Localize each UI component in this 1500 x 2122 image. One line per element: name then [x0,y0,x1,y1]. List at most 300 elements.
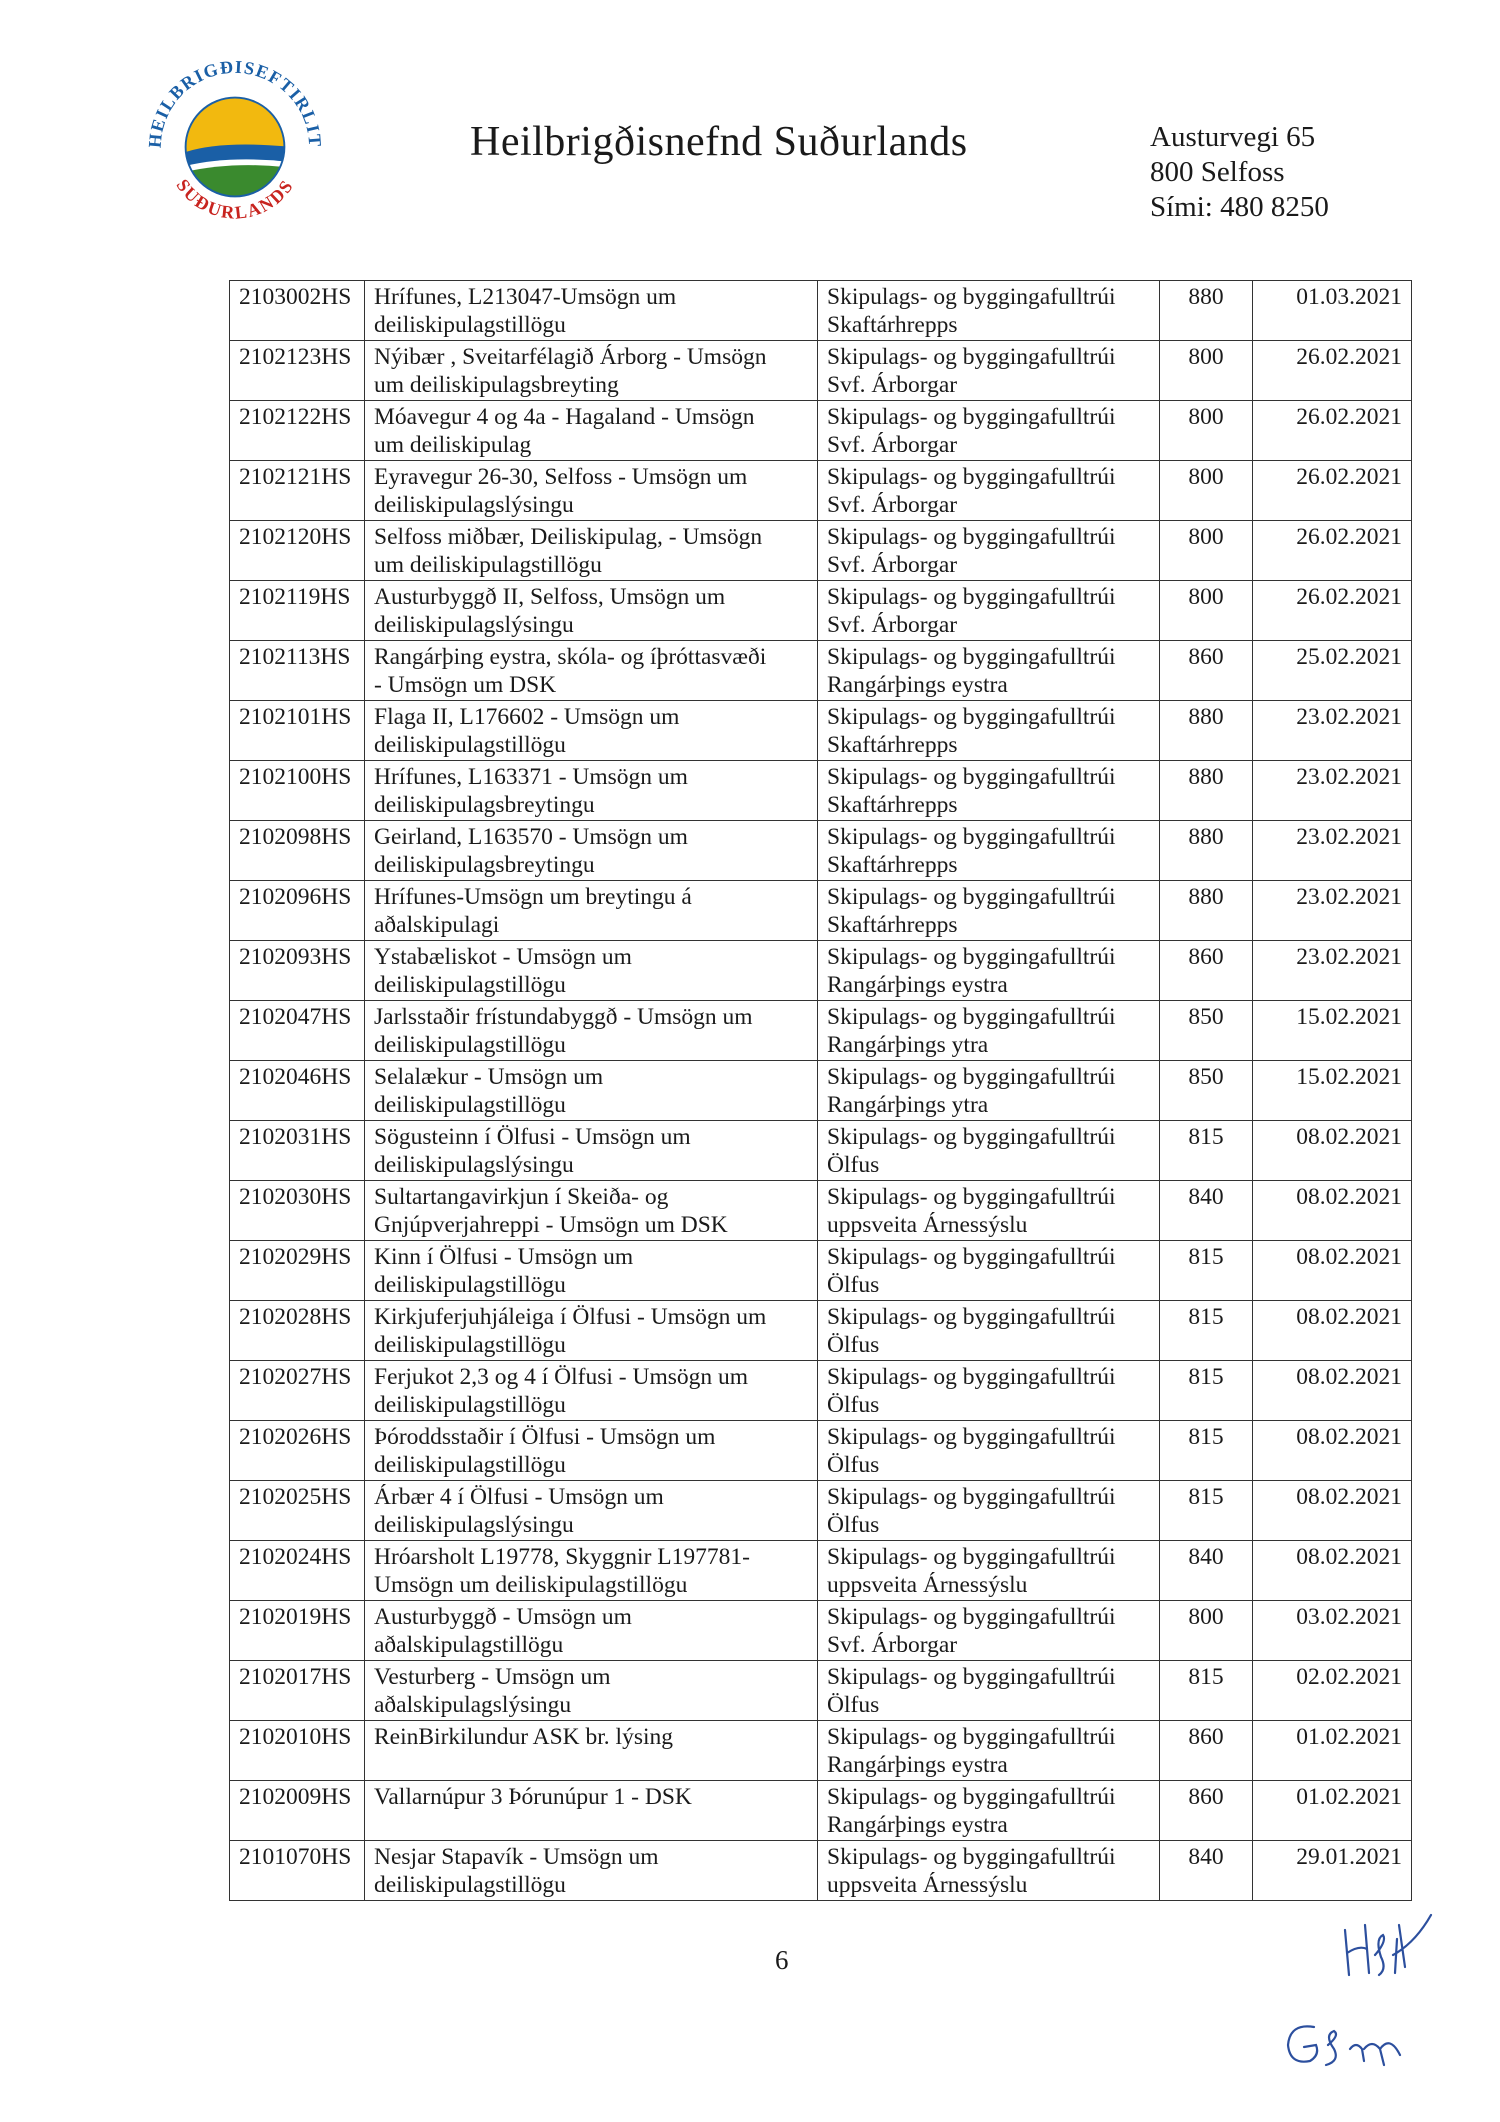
case-id-line: 2102123HS [239,344,352,370]
case-postcode-line: 860 [1188,1784,1224,1810]
table-row [230,1001,1412,1061]
case-id [230,941,365,1001]
case-description [365,1061,818,1121]
case-id-line: 2102029HS [239,1244,352,1270]
case-description [365,1001,818,1061]
case-recipient [818,881,1160,941]
case-postcode [1160,1241,1253,1301]
case-date-line: 26.02.2021 [1296,344,1402,370]
case-recipient-line: Skipulags- og byggingafulltrúi [827,1244,1116,1270]
case-description-line: Nýibær , Sveitarfélagið Árborg - Umsögn [374,344,767,370]
case-recipient [818,821,1160,881]
case-id [230,1781,365,1841]
case-date-line: 15.02.2021 [1296,1064,1402,1090]
case-date [1253,1781,1412,1841]
case-description-line: deiliskipulagstillögu [374,1272,566,1298]
case-description [365,881,818,941]
case-postcode [1160,1781,1253,1841]
case-description-line: deiliskipulagstillögu [374,1332,566,1358]
case-recipient-line: Skipulags- og byggingafulltrúi [827,1784,1116,1810]
case-recipient-line: Ölfus [827,1512,880,1538]
case-recipient-line: Skipulags- og byggingafulltrúi [827,284,1116,310]
case-description-line: Móavegur 4 og 4a - Hagaland - Umsögn [374,404,755,430]
case-description-line: deiliskipulagsbreytingu [374,792,595,818]
case-id [230,1841,365,1901]
case-recipient [818,1361,1160,1421]
case-id [230,1121,365,1181]
case-id-line: 2102010HS [239,1724,352,1750]
case-id-line: 2102030HS [239,1184,352,1210]
case-date [1253,1001,1412,1061]
case-recipient [818,1181,1160,1241]
case-id [230,1661,365,1721]
case-description-line: deiliskipulagstillögu [374,1392,566,1418]
case-postcode [1160,1181,1253,1241]
case-recipient-line: Rangárþings ytra [827,1092,989,1118]
case-description [365,1781,818,1841]
case-id [230,521,365,581]
organization-title: Heilbrigðisnefnd Suðurlands [470,119,968,165]
case-id-line: 2102028HS [239,1304,352,1330]
case-date [1253,1661,1412,1721]
case-postcode-line: 880 [1188,704,1224,730]
table-row [230,1481,1412,1541]
case-postcode-line: 880 [1188,284,1224,310]
case-date-line: 01.03.2021 [1296,284,1402,310]
case-id [230,821,365,881]
case-table [229,280,1412,1901]
case-description-line: Selalækur - Umsögn um [374,1064,604,1090]
case-id [230,341,365,401]
case-date-line: 23.02.2021 [1296,944,1402,970]
case-date [1253,1181,1412,1241]
case-date-line: 23.02.2021 [1296,764,1402,790]
table-row [230,1061,1412,1121]
case-date [1253,521,1412,581]
table-row [230,1361,1412,1421]
case-description-line: Hróarsholt L19778, Skyggnir L197781- [374,1544,750,1570]
case-description-line: deiliskipulagstillögu [374,1452,566,1478]
case-recipient-line: Ölfus [827,1272,880,1298]
case-description-line: Sultartangavirkjun í Skeiða- og [374,1184,669,1210]
case-postcode [1160,281,1253,341]
case-description-line: Þóroddsstaðir í Ölfusi - Umsögn um [374,1424,716,1450]
case-description-line: Vallarnúpur 3 Þórunúpur 1 - DSK [374,1784,692,1810]
case-recipient-line: Skipulags- og byggingafulltrúi [827,884,1116,910]
case-id-line: 2102017HS [239,1664,352,1690]
case-recipient [818,1601,1160,1661]
case-recipient [818,1541,1160,1601]
case-postcode [1160,341,1253,401]
case-description [365,1241,818,1301]
case-postcode [1160,1541,1253,1601]
case-date-line: 26.02.2021 [1296,404,1402,430]
case-recipient-line: Skipulags- og byggingafulltrúi [827,944,1116,970]
case-id [230,1061,365,1121]
case-description [365,401,818,461]
case-description [365,1841,818,1901]
case-date [1253,1361,1412,1421]
case-id-line: 2102098HS [239,824,352,850]
case-date-line: 08.02.2021 [1296,1304,1402,1330]
case-date [1253,881,1412,941]
case-id [230,1241,365,1301]
case-description [365,1301,818,1361]
case-postcode [1160,641,1253,701]
case-recipient-line: Skipulags- og byggingafulltrúi [827,824,1116,850]
case-id [230,1541,365,1601]
case-postcode [1160,1421,1253,1481]
case-id [230,881,365,941]
case-id [230,641,365,701]
case-id [230,1421,365,1481]
case-recipient-line: Skipulags- og byggingafulltrúi [827,464,1116,490]
case-postcode-line: 850 [1188,1064,1224,1090]
case-description-line: um deiliskipulagsbreyting [374,372,619,398]
case-date-line: 23.02.2021 [1296,704,1402,730]
case-postcode-line: 880 [1188,884,1224,910]
case-id [230,1481,365,1541]
case-id-line: 2102093HS [239,944,352,970]
case-description [365,821,818,881]
case-recipient [818,641,1160,701]
case-recipient-line: Skipulags- og byggingafulltrúi [827,404,1116,430]
case-description-line: Hrífunes, L213047-Umsögn um [374,284,677,310]
case-description-line: um deiliskipulag [374,432,532,458]
case-description [365,1361,818,1421]
case-description-line: deiliskipulagstillögu [374,1872,566,1898]
case-postcode-line: 880 [1188,764,1224,790]
case-description-line: Flaga II, L176602 - Umsögn um [374,704,680,730]
case-description-line: Eyravegur 26-30, Selfoss - Umsögn um [374,464,748,490]
case-id-line: 2102113HS [239,644,351,670]
case-date-line: 08.02.2021 [1296,1184,1402,1210]
case-id-line: 2102121HS [239,464,352,490]
case-postcode [1160,881,1253,941]
case-recipient-line: Svf. Árborgar [827,432,958,458]
case-date-line: 03.02.2021 [1296,1604,1402,1630]
case-id [230,281,365,341]
table-row [230,1241,1412,1301]
case-postcode-line: 850 [1188,1004,1224,1030]
signature-initials-hsh [1335,1895,1445,1985]
case-recipient-line: Skipulags- og byggingafulltrúi [827,1124,1116,1150]
table-row [230,521,1412,581]
case-postcode-line: 860 [1188,944,1224,970]
case-postcode-line: 840 [1188,1184,1224,1210]
case-description-line: ReinBirkilundur ASK br. lýsing [374,1724,673,1750]
table-row [230,941,1412,1001]
table-row [230,1841,1412,1901]
case-recipient [818,941,1160,1001]
case-description-line: Jarlsstaðir frístundabyggð - Umsögn um [374,1004,753,1030]
case-postcode-line: 800 [1188,464,1224,490]
case-postcode [1160,581,1253,641]
table-row [230,1301,1412,1361]
table-row [230,701,1412,761]
case-description [365,941,818,1001]
table-row [230,281,1412,341]
case-description-line: deiliskipulagsbreytingu [374,852,595,878]
case-recipient-line: Skipulags- og byggingafulltrúi [827,524,1116,550]
table-row [230,1661,1412,1721]
case-description-line: um deiliskipulagstillögu [374,552,602,578]
case-description-line: Umsögn um deiliskipulagstillögu [374,1572,688,1598]
case-description-line: aðalskipulagstillögu [374,1632,564,1658]
case-date [1253,581,1412,641]
table-row [230,1781,1412,1841]
case-description [365,461,818,521]
case-postcode-line: 800 [1188,344,1224,370]
case-recipient [818,1661,1160,1721]
case-recipient-line: Rangárþings eystra [827,672,1008,698]
case-recipient [818,701,1160,761]
case-postcode-line: 815 [1188,1304,1224,1330]
case-description-line: Hrífunes-Umsögn um breytingu á [374,884,692,910]
case-recipient [818,1121,1160,1181]
case-date [1253,1481,1412,1541]
case-recipient [818,281,1160,341]
case-id [230,701,365,761]
case-id-line: 2102100HS [239,764,352,790]
case-id-line: 2101070HS [239,1844,352,1870]
case-description-line: deiliskipulagstillögu [374,1032,566,1058]
case-recipient-line: Skipulags- og byggingafulltrúi [827,344,1116,370]
case-postcode [1160,1061,1253,1121]
case-date [1253,1301,1412,1361]
case-date-line: 26.02.2021 [1296,584,1402,610]
case-postcode-line: 840 [1188,1844,1224,1870]
case-id [230,1721,365,1781]
case-recipient [818,1841,1160,1901]
case-id-line: 2102101HS [239,704,352,730]
case-postcode-line: 840 [1188,1544,1224,1570]
case-date-line: 02.02.2021 [1296,1664,1402,1690]
case-postcode-line: 860 [1188,1724,1224,1750]
table-row [230,401,1412,461]
case-recipient [818,1061,1160,1121]
case-recipient [818,521,1160,581]
case-id-line: 2102019HS [239,1604,352,1630]
case-description-line: Vesturberg - Umsögn um [374,1664,611,1690]
case-id-line: 2102046HS [239,1064,352,1090]
case-recipient-line: Svf. Árborgar [827,612,958,638]
case-description-line: deiliskipulagstillögu [374,972,566,998]
case-postcode [1160,1301,1253,1361]
case-postcode [1160,1481,1253,1541]
address-block [1150,120,1329,225]
table-row [230,881,1412,941]
case-date [1253,941,1412,1001]
table-row [230,1541,1412,1601]
case-description-line: deiliskipulagstillögu [374,732,566,758]
case-date-line: 08.02.2021 [1296,1424,1402,1450]
case-description-line: deiliskipulagslýsingu [374,1152,574,1178]
case-recipient-line: Skipulags- og byggingafulltrúi [827,1544,1116,1570]
case-postcode-line: 815 [1188,1484,1224,1510]
case-id-line: 2102096HS [239,884,352,910]
case-description [365,761,818,821]
case-date [1253,641,1412,701]
case-recipient-line: Ölfus [827,1452,880,1478]
case-description-line: aðalskipulagslýsingu [374,1692,572,1718]
case-id [230,761,365,821]
case-recipient [818,581,1160,641]
case-date [1253,701,1412,761]
case-date [1253,821,1412,881]
case-id-line: 2102024HS [239,1544,352,1570]
case-postcode [1160,1721,1253,1781]
case-date [1253,1841,1412,1901]
case-description-line: - Umsögn um DSK [374,672,557,698]
case-id-line: 2102026HS [239,1424,352,1450]
case-recipient [818,1421,1160,1481]
case-description-line: Kirkjuferjuhjáleiga í Ölfusi - Umsögn um [374,1304,767,1330]
case-recipient-line: Ölfus [827,1692,880,1718]
case-id-line: 2102031HS [239,1124,352,1150]
case-recipient [818,1781,1160,1841]
case-id [230,1301,365,1361]
case-recipient-line: Skaftárhrepps [827,312,958,338]
case-recipient-line: Skipulags- og byggingafulltrúi [827,704,1116,730]
case-date-line: 26.02.2021 [1296,464,1402,490]
case-postcode-line: 815 [1188,1124,1224,1150]
case-recipient-line: Svf. Árborgar [827,492,958,518]
case-recipient-line: Skipulags- og byggingafulltrúi [827,584,1116,610]
case-date-line: 23.02.2021 [1296,824,1402,850]
case-recipient [818,1001,1160,1061]
case-recipient [818,401,1160,461]
case-date-line: 01.02.2021 [1296,1784,1402,1810]
heilbrigdiseftirlit-logo-icon [140,52,330,242]
svg-text:HEILBRIGÐISEFTIRLIT: HEILBRIGÐISEFTIRLIT [144,56,326,149]
case-description-line: deiliskipulagstillögu [374,312,566,338]
table-row [230,1421,1412,1481]
case-date-line: 08.02.2021 [1296,1124,1402,1150]
case-postcode [1160,821,1253,881]
case-recipient-line: Svf. Árborgar [827,1632,958,1658]
case-date-line: 08.02.2021 [1296,1544,1402,1570]
case-postcode-line: 800 [1188,1604,1224,1630]
case-postcode-line: 815 [1188,1364,1224,1390]
case-description [365,581,818,641]
case-description [365,1541,818,1601]
case-date-line: 29.01.2021 [1296,1844,1402,1870]
case-recipient [818,1241,1160,1301]
case-recipient [818,1301,1160,1361]
case-description [365,1121,818,1181]
case-date-line: 25.02.2021 [1296,644,1402,670]
case-description-line: Gnjúpverjahreppi - Umsögn um DSK [374,1212,728,1238]
table-row [230,581,1412,641]
case-recipient-line: uppsveita Árnessýslu [827,1572,1028,1598]
case-date [1253,461,1412,521]
case-postcode [1160,1841,1253,1901]
case-date-line: 08.02.2021 [1296,1244,1402,1270]
case-id [230,401,365,461]
table-row [230,1601,1412,1661]
case-recipient-line: Skipulags- og byggingafulltrúi [827,1604,1116,1630]
case-date [1253,1721,1412,1781]
case-description-line: deiliskipulagslýsingu [374,492,574,518]
case-id [230,1001,365,1061]
svg-text:SUÐURLANDS: SUÐURLANDS [172,175,298,223]
case-recipient-line: Rangárþings eystra [827,972,1008,998]
case-id-line: 2102122HS [239,404,352,430]
case-date [1253,1061,1412,1121]
case-postcode [1160,1601,1253,1661]
case-recipient-line: Svf. Árborgar [827,372,958,398]
case-recipient-line: Skipulags- og byggingafulltrúi [827,1004,1116,1030]
case-postcode [1160,521,1253,581]
case-postcode-line: 880 [1188,824,1224,850]
case-recipient-line: Rangárþings eystra [827,1812,1008,1838]
case-recipient-line: Skipulags- og byggingafulltrúi [827,1844,1116,1870]
case-id-line: 2102047HS [239,1004,352,1030]
case-description-line: Kinn í Ölfusi - Umsögn um [374,1244,634,1270]
case-recipient-line: Rangárþings eystra [827,1752,1008,1778]
case-date [1253,1601,1412,1661]
case-recipient-line: Skaftárhrepps [827,792,958,818]
case-date-line: 15.02.2021 [1296,1004,1402,1030]
case-description-line: Sögusteinn í Ölfusi - Umsögn um [374,1124,691,1150]
case-postcode-line: 800 [1188,584,1224,610]
case-postcode-line: 815 [1188,1664,1224,1690]
case-recipient-line: Ölfus [827,1392,880,1418]
case-description-line: Ferjukot 2,3 og 4 í Ölfusi - Umsögn um [374,1364,749,1390]
case-postcode [1160,701,1253,761]
case-recipient [818,1481,1160,1541]
case-description-line: Hrífunes, L163371 - Umsögn um [374,764,688,790]
case-recipient-line: Skaftárhrepps [827,732,958,758]
case-date-line: 01.02.2021 [1296,1724,1402,1750]
case-description-line: deiliskipulagstillögu [374,1092,566,1118]
table-row [230,341,1412,401]
case-recipient-line: Rangárþings ytra [827,1032,989,1058]
case-postcode-line: 815 [1188,1244,1224,1270]
case-description-line: Austurbyggð II, Selfoss, Umsögn um [374,584,726,610]
case-id-line: 2103002HS [239,284,352,310]
case-id-line: 2102027HS [239,1364,352,1390]
case-date [1253,401,1412,461]
case-recipient-line: Skipulags- og byggingafulltrúi [827,1724,1116,1750]
case-description [365,1181,818,1241]
case-recipient [818,1721,1160,1781]
case-date [1253,281,1412,341]
case-description [365,1421,818,1481]
case-description [365,641,818,701]
case-id-line: 2102009HS [239,1784,352,1810]
case-description-line: aðalskipulagi [374,912,500,938]
table-row [230,461,1412,521]
case-postcode-line: 800 [1188,524,1224,550]
case-recipient-line: Skaftárhrepps [827,852,958,878]
case-id-line: 2102025HS [239,1484,352,1510]
case-description [365,701,818,761]
address-city: 800 Selfoss [1150,156,1285,188]
case-description-line: Selfoss miðbær, Deiliskipulag, - Umsögn [374,524,763,550]
table-row [230,641,1412,701]
case-date-line: 08.02.2021 [1296,1484,1402,1510]
case-postcode-line: 800 [1188,404,1224,430]
table-row [230,1721,1412,1781]
case-id [230,1181,365,1241]
case-postcode [1160,401,1253,461]
case-date [1253,1121,1412,1181]
case-recipient [818,341,1160,401]
case-description-line: Árbær 4 í Ölfusi - Umsögn um [374,1484,664,1510]
case-recipient-line: Ölfus [827,1152,880,1178]
